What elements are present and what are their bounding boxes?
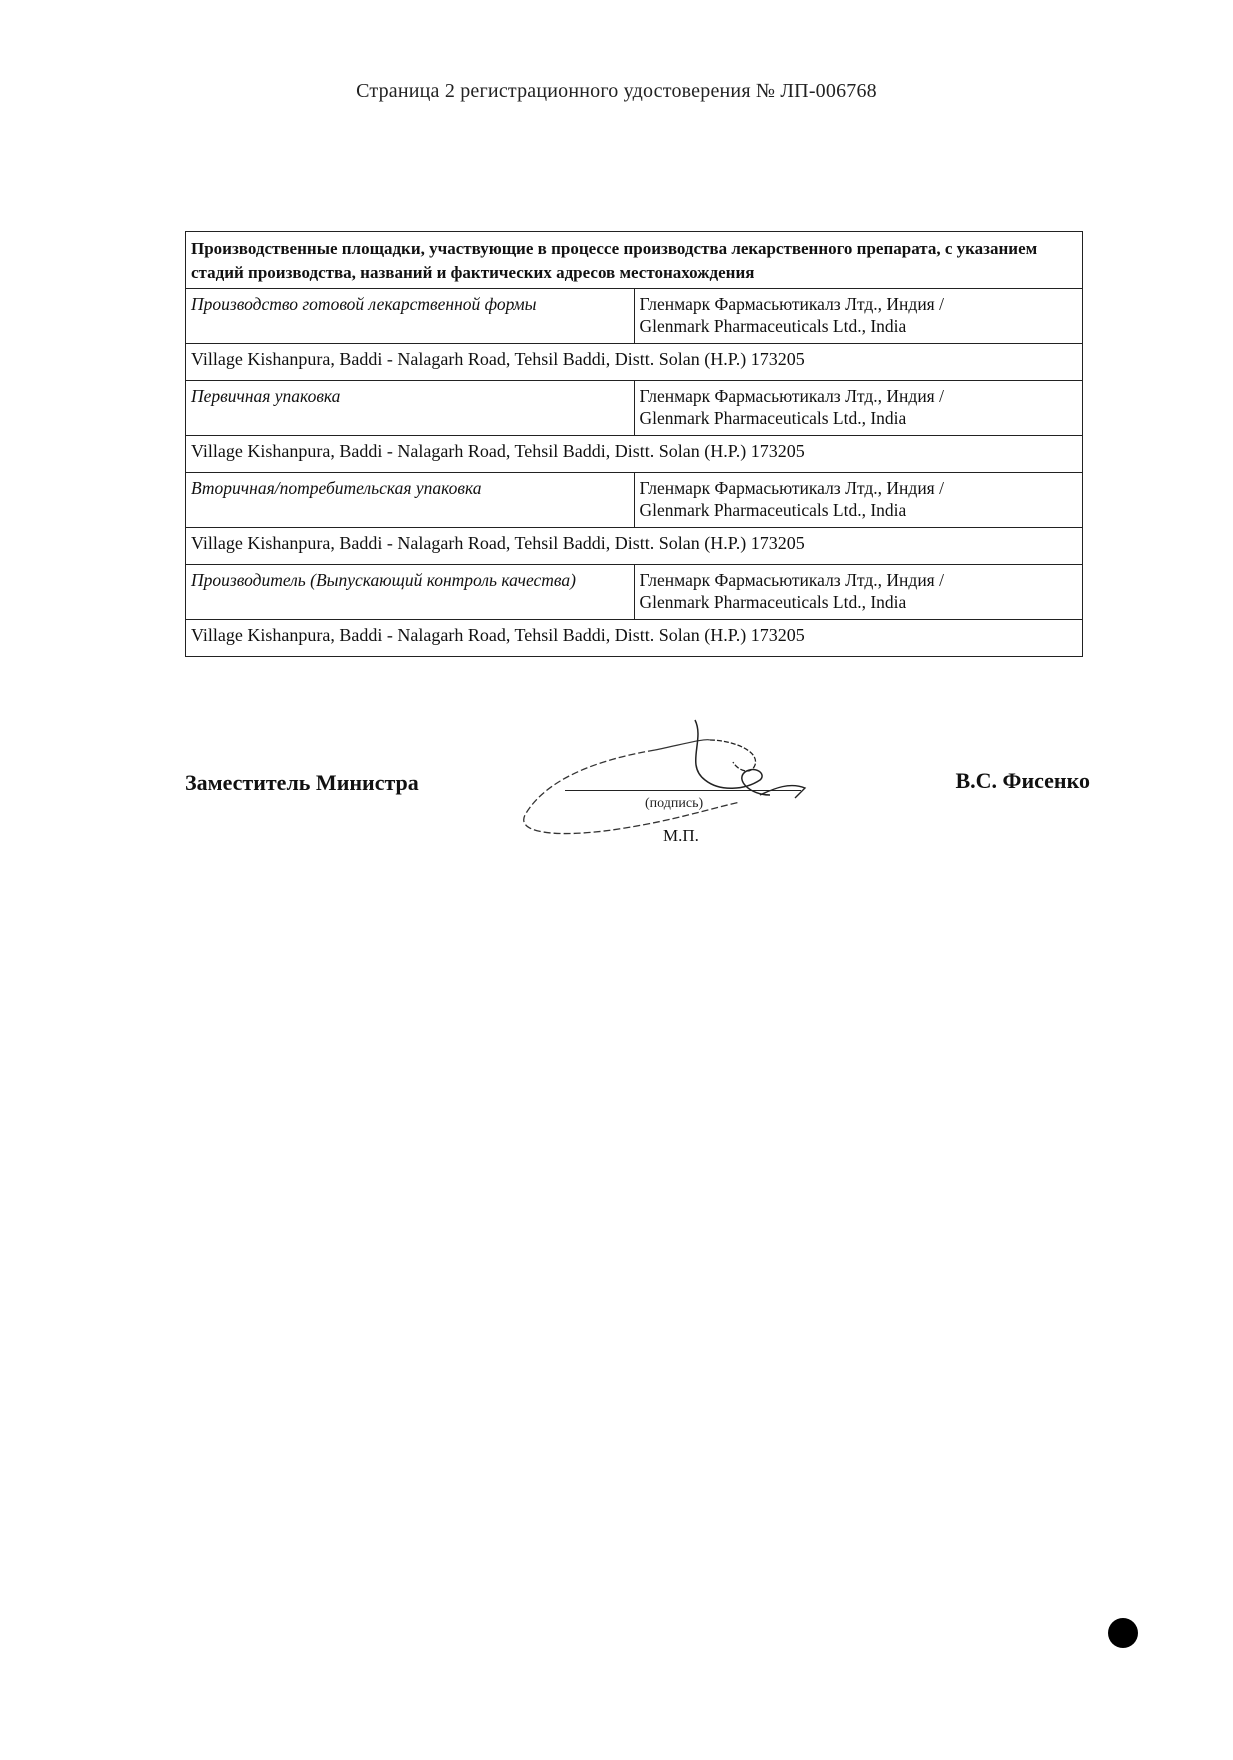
- signature-block: [185, 700, 1090, 850]
- signature-caption: (подпись): [645, 796, 704, 811]
- organization-name-en: Glenmark Pharmaceuticals Ltd., India: [639, 592, 907, 612]
- address-cell: Village Kishanpura, Baddi - Nalagarh Road, Tehsil Baddi, Distt. Solan (H.P.) 173205: [186, 528, 1083, 565]
- stamp-place-label: М.П.: [663, 826, 699, 845]
- address-row: [186, 528, 1083, 565]
- organization-cell: [634, 473, 1083, 528]
- stage-cell: Вторичная/потребительская упаковка: [186, 473, 635, 528]
- organization-name-ru: Гленмарк Фармасьютикалз Лтд., Индия /: [639, 478, 944, 498]
- corner-dot-mark: [1108, 1618, 1138, 1648]
- address-row: [186, 620, 1083, 657]
- organization-name-ru: Гленмарк Фармасьютикалз Лтд., Индия /: [639, 386, 944, 406]
- organization-name-ru: Гленмарк Фармасьютикалз Лтд., Индия /: [639, 570, 944, 590]
- signer-role: Заместитель Министра: [185, 770, 419, 795]
- address-cell: Village Kishanpura, Baddi - Nalagarh Road, Tehsil Baddi, Distt. Solan (H.P.) 173205: [186, 344, 1083, 381]
- organization-cell: [634, 289, 1083, 344]
- page-header: Страница 2 регистрационного удостоверения № ЛП-006768: [356, 80, 877, 102]
- stage-cell: Производство готовой лекарственной формы: [186, 289, 635, 344]
- table-row: [186, 473, 1083, 528]
- table-row: [186, 565, 1083, 620]
- table-row: [186, 381, 1083, 436]
- organization-name-en: Glenmark Pharmaceuticals Ltd., India: [639, 500, 907, 520]
- table-heading: Производственные площадки, участвующие в процессе производства лекарственного препарата, с указанием стадий производства, названий и фактических адресов местонахождения: [186, 232, 1083, 289]
- stage-cell: Первичная упаковка: [186, 381, 635, 436]
- organization-name-ru: Гленмарк Фармасьютикалз Лтд., Индия /: [639, 294, 944, 314]
- organization-cell: [634, 565, 1083, 620]
- address-row: [186, 436, 1083, 473]
- organization-cell: [634, 381, 1083, 436]
- signature-line: [565, 790, 801, 791]
- address-cell: Village Kishanpura, Baddi - Nalagarh Road, Tehsil Baddi, Distt. Solan (H.P.) 173205: [186, 436, 1083, 473]
- table-row: [186, 289, 1083, 344]
- organization-name-en: Glenmark Pharmaceuticals Ltd., India: [639, 408, 907, 428]
- signer-name: В.С. Фисенко: [955, 768, 1090, 793]
- address-cell: Village Kishanpura, Baddi - Nalagarh Road, Tehsil Baddi, Distt. Solan (H.P.) 173205: [186, 620, 1083, 657]
- production-sites-table: [185, 231, 1083, 657]
- address-row: [186, 344, 1083, 381]
- organization-name-en: Glenmark Pharmaceuticals Ltd., India: [639, 316, 907, 336]
- table-heading-row: [186, 232, 1083, 289]
- stage-cell: Производитель (Выпускающий контроль качества): [186, 565, 635, 620]
